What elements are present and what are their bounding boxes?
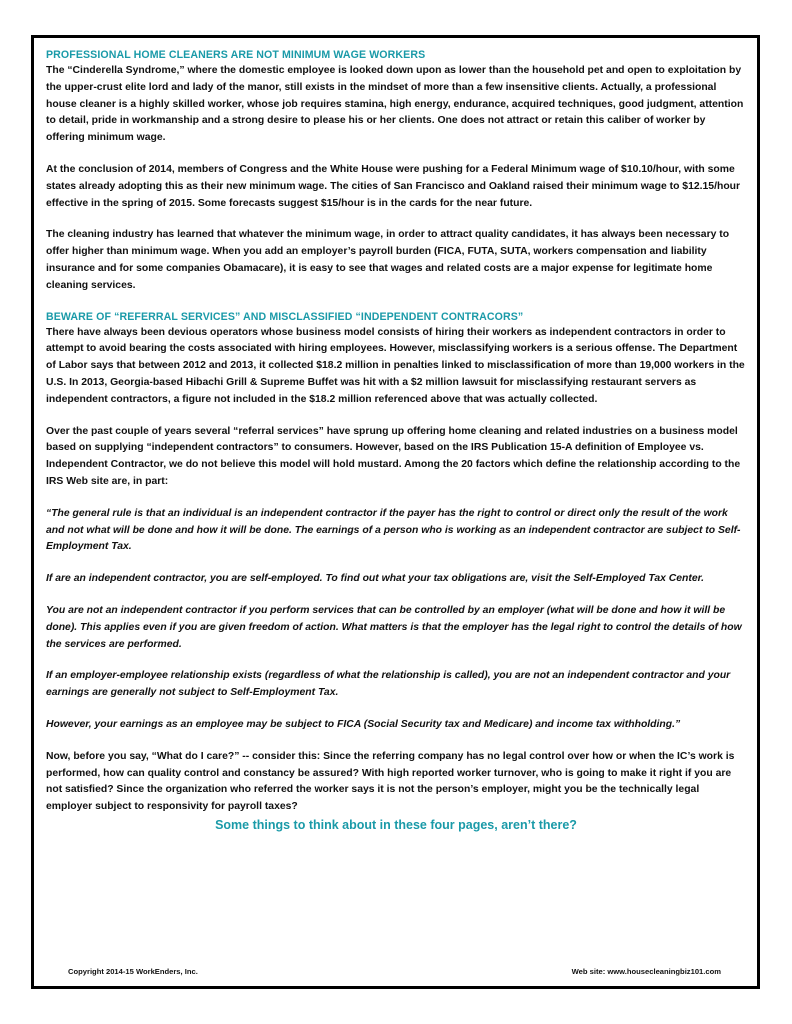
- closing-line: Some things to think about in these four pages, aren’t there?: [215, 817, 577, 832]
- conclusion-paragraph: Now, before you say, “What do I care?” -- consider this: Since the referring company has no legal control over how or when the IC’s work is performed, how can quality control and constancy be assured? With high reported worker turnover, who is going to make it right if you are not satisfied? Since the organization who referred the worker says it is not the person’s employer, might you be the technically legal employer subject to responsivity for payroll taxes?: [46, 750, 735, 813]
- paragraph: At the conclusion of 2014, members of Congress and the White House were pushing for a Federal Minimum wage of $10.10/hour, with some states already adopting this as their new minimum wage. The cities of San Francisco and Oakland raised their minimum wage to $12.15/hour effective in the spring of 2015. Some forecasts suggest $15/hour is in the cards for the near future.: [46, 163, 741, 209]
- footer-website: Web site: www.housecleaningbiz101.com: [571, 967, 721, 976]
- document-body: [46, 48, 746, 833]
- paragraph: Over the past couple of years several “referral services” have sprung up offering home cleaning and related industries on a business model based on supplying “independent contractors” to consumers. However, based on the IRS Publication 15-A definition of Employee vs. Independent Contractor, we do not believe this model will hold mustard. Among the 20 factors which define the relationship according to the IRS Web site are, in part:: [46, 425, 741, 487]
- section-heading-minimum-wage: PROFESSIONAL HOME CLEANERS ARE NOT MINIMUM WAGE WORKERS: [46, 49, 426, 61]
- paragraph: The “Cinderella Syndrome,” where the domestic employee is looked down upon as lower than the household pet and open to exploitation by the upper-crust elite lord and lady of the manor, still exists in the mindset of more than a few insensitive clients. Actually, a professional house cleaner is a highly skilled worker, whose job requires stamina, high energy, endurance, acquired techniques, good judgment, attention to detail, pride in workmanship and a strong desire to please his or her clients. One does not attract or retain this caliber of worker by offering minimum wage.: [46, 65, 744, 144]
- section-heading-referral-services: BEWARE OF “REFERRAL SERVICES” AND MISCLASSIFIED “INDEPENDENT CONTRACORS”: [46, 310, 524, 323]
- irs-quote: “The general rule is that an individual is an independent contractor if the payer has the right to control or direct only the result of the work and not what will be done and how it will be done. The earnings of a person who is working as an independent contractor are subject to Self-Employment Tax.: [46, 507, 741, 553]
- irs-quote: However, your earnings as an employee may be subject to FICA (Social Security tax and Medicare) and income tax withholding.”: [46, 718, 681, 730]
- irs-quote: You are not an independent contractor if you perform services that can be controlled by an employer (what will be done and how it will be done). This applies even if you are given freedom of action. What matters is that the employer has the legal right to control the details of how the services are performed.: [46, 604, 742, 650]
- paragraph: The cleaning industry has learned that whatever the minimum wage, in order to attract quality candidates, it has always been necessary to offer higher than minimum wage. When you add an employer’s payroll burden (FICA, FUTA, SUTA, workers compensation and liability insurance and for some companies Obamacare), it is easy to see that wages and related costs are a major expense for legitimate home cleaning services.: [46, 229, 730, 291]
- paragraph: There have always been devious operators whose business model consists of hiring their workers as independent contractors in order to attempt to avoid bearing the costs associated with hiring employees. However, misclassifying workers is a serious offense. The Department of Labor says that between 2012 and 2013, it collected $18.2 million in penalties linked to misclassification of more than 19,000 workers in the U.S. In 2013, Georgia-based Hibachi Grill & Supreme Buffet was hit with a $2 million lawsuit for misclassifying restaurant servers as independent contractors, a figure not included in the $18.2 million referenced above that was actually collected.: [46, 326, 745, 405]
- irs-quote: If are an independent contractor, you are self-employed. To find out what your tax obligations are, visit the Self-Employed Tax Center.: [46, 573, 705, 585]
- footer-copyright: Copyright 2014-15 WorkEnders, Inc.: [68, 967, 198, 976]
- irs-quote: If an employer-employee relationship exists (regardless of what the relationship is called), you are not an independent contractor and your earnings are generally not subject to Self-Employment Tax.: [46, 670, 731, 699]
